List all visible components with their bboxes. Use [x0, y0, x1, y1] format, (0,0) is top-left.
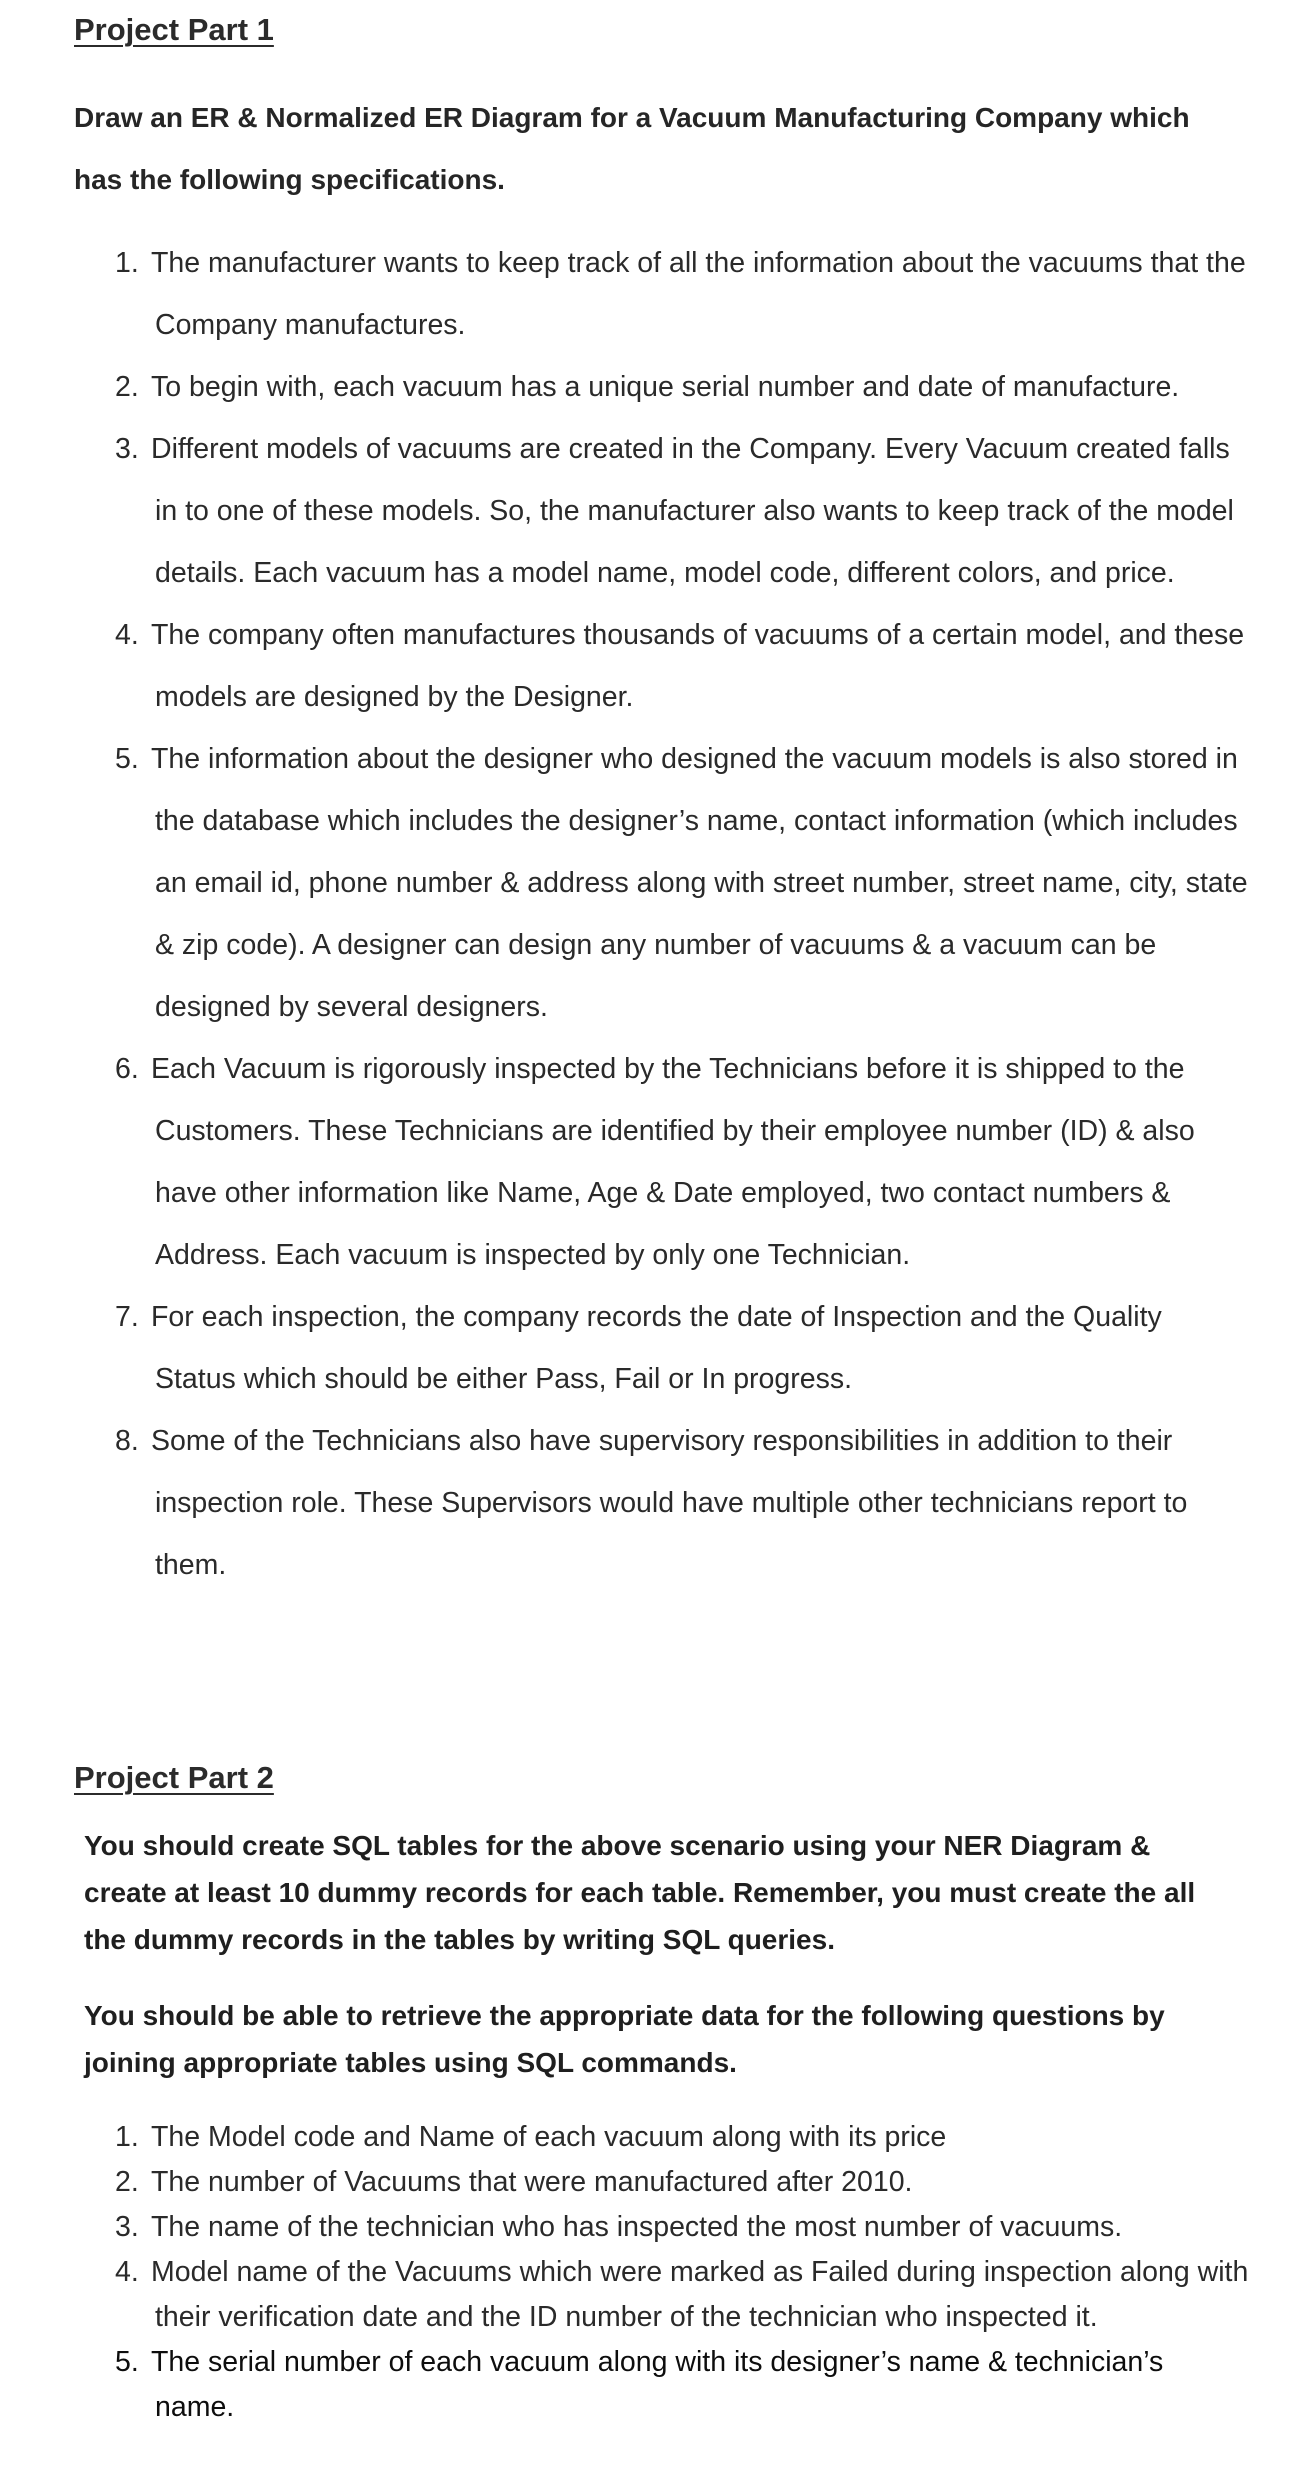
list-item: 3. The name of the technician who has inspected the most number of vacuums. — [115, 2211, 1123, 2243]
list-item: 5. The serial number of each vacuum along with its designer’s name & technician’s name. — [115, 2346, 1164, 2423]
list-item: 8. Some of the Technicians also have supervisory responsibilities in addition to their inspection role. These Supervisors would have multiple other technicians report to them. — [115, 1425, 1188, 1581]
list-item: 2. To begin with, each vacuum has a unique serial number and date of manufacture. — [115, 371, 1180, 403]
specification-list — [0, 232, 1290, 1596]
list-item: 4. Model name of the Vacuums which were marked as Failed during inspection along with their verification date and the ID number of the technician who inspected it. — [115, 2256, 1249, 2333]
list-item: 5. The information about the designer who designed the vacuum models is also stored in the database which includes the designer’s name, contact information (which includes an email id, phone number & address along with street number, street name, city, state & zip code). A designer can design any number of vacuums & a vacuum can be designed by several designers. — [115, 743, 1248, 1023]
part2-heading: Project Part 2 — [74, 1760, 274, 1795]
list-item: 1. The manufacturer wants to keep track of all the information about the vacuums that the Company manufactures. — [115, 247, 1246, 341]
part2-paragraph-2: You should be able to retrieve the appropriate data for the following questions by joining appropriate tables using SQL commands. — [84, 2000, 1165, 2078]
list-item: 4. The company often manufactures thousands of vacuums of a certain model, and these models are designed by the Designer. — [115, 619, 1245, 713]
list-item: 6. Each Vacuum is rigorously inspected by the Technicians before it is shipped to the Customers. These Technicians are identified by their employee number (ID) & also have other information like Name, Age & Date employed, two contact numbers & Address. Each vacuum is inspected by only one Technician. — [115, 1053, 1195, 1271]
part1-intro: Draw an ER & Normalized ER Diagram for a Vacuum Manufacturing Company which has the following specifications. — [74, 102, 1190, 195]
part1-heading: Project Part 1 — [74, 12, 274, 47]
part2-paragraph-1: You should create SQL tables for the above scenario using your NER Diagram & create at least 10 dummy records for each table. Remember, you must create the all the dummy records in the tables by writing SQL queries. — [84, 1830, 1196, 1955]
question-list — [0, 2115, 1290, 2430]
list-item: 7. For each inspection, the company records the date of Inspection and the Quality Status which should be either Pass, Fail or In progress. — [115, 1301, 1162, 1395]
list-item: 1. The Model code and Name of each vacuum along with its price — [115, 2121, 947, 2153]
list-item: 2. The number of Vacuums that were manufactured after 2010. — [115, 2166, 913, 2198]
list-item: 3. Different models of vacuums are created in the Company. Every Vacuum created falls in to one of these models. So, the manufacturer also wants to keep track of the model details. Each vacuum has a model name, model code, different colors, and price. — [115, 433, 1234, 589]
